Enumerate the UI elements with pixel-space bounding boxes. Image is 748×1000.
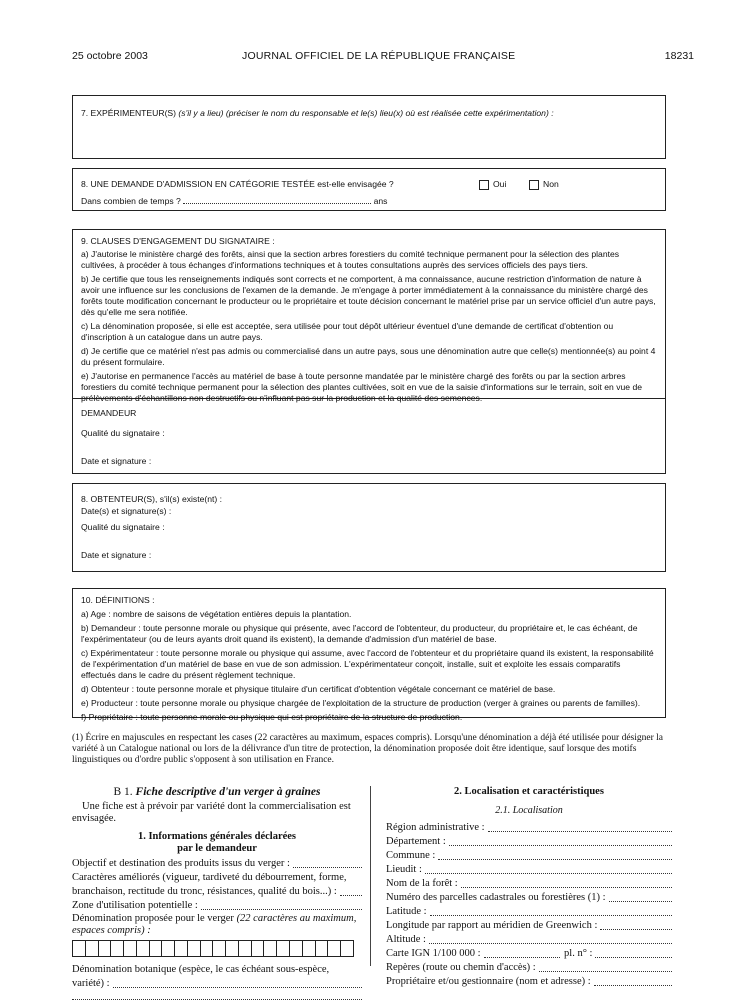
botanique-label: Dénomination botanique (espèce, le cas échéant sous-espèce,: [72, 964, 330, 975]
delay-field[interactable]: [183, 195, 371, 204]
latitude-field[interactable]: [430, 914, 672, 916]
pl-label: pl. n° :: [564, 948, 593, 959]
header-page-number: 18231: [664, 50, 694, 62]
obtenteur-qualite-label: Qualité du signataire :: [81, 522, 165, 532]
header-journal: JOURNAL OFFICIEL DE LA RÉPUBLIQUE FRANÇAISE: [242, 50, 516, 62]
longitude-field[interactable]: [600, 928, 672, 930]
clause-e: e) J'autorise en permanence l'accès au matériel de base à toute personne mandatée par le ministère chargé des forêts ou par la section arbres forestiers du comité technique permanent pour la sélection des plantes cultivées, soit en vue de la saisie d'informations sur le terrain, soit en vue de prélèvements d'échantillons non destructifs ou n'influant pas sur la production et la qualité des semences.: [81, 371, 643, 403]
section-1-heading: 1. Informations générales déclarées: [137, 831, 297, 842]
lieudit-field[interactable]: [425, 872, 672, 874]
altitude-label: Altitude :: [386, 934, 426, 945]
delay-unit: ans: [373, 196, 388, 206]
denomination-label: Dénomination proposée pour le verger: [72, 913, 234, 924]
definitions-title: 10. DÉFINITIONS :: [81, 595, 155, 605]
objectif-field[interactable]: [293, 866, 362, 868]
carte-ign-field[interactable]: [484, 956, 561, 958]
region-field[interactable]: [488, 830, 672, 832]
longitude-label: Longitude par rapport au méridien de Greenwich :: [386, 920, 598, 931]
header-date: 25 octobre 2003: [72, 50, 148, 62]
obtenteur-title: 8. OBTENTEUR(S), s'il(s) existe(nt) :: [81, 494, 223, 504]
carte-ign-label: Carte IGN 1/100 000 :: [386, 948, 481, 959]
oui-label: Oui: [493, 179, 507, 189]
lieudit-label: Lieudit :: [386, 864, 422, 875]
section-8-title: 8. UNE DEMANDE D'ADMISSION EN CATÉGORIE TESTÉE: [81, 179, 315, 189]
section-8-box: [72, 168, 666, 211]
b1-intro: Une fiche est à prévoir par variété dont la commercialisation est envisagée.: [72, 801, 351, 824]
definition-experimentateur: c) Expérimentateur : toute personne morale ou physique qui assume, avec l'accord de l'obtenteur et du propriétaire quand ils existent, la responsabilité de l'expérimentation d'un matériel de base en vue de son admission. L'expérimentateur conçoit, installe, suit et exploite les essais comparatifs effectués dans le cadre du présent règlement technique.: [81, 648, 654, 680]
non-label: Non: [543, 179, 559, 189]
section-9-title: 9. CLAUSES D'ENGAGEMENT DU SIGNATAIRE :: [81, 236, 275, 246]
column-separator: [370, 786, 372, 966]
section-7-note: (s'il y a lieu) (préciser le nom du responsable et le(s) lieu(x) où est réalisée cette expérimentation) :: [178, 108, 554, 118]
section-7-box: [72, 95, 666, 159]
clause-c: c) La dénomination proposée, si elle est acceptée, sera utilisée pour tout dépôt ultérieur éventuel d'une demande de certificat d'obtention ou d'inscription à un catalogue dans un autre pays.: [81, 321, 614, 342]
section-1-subheading: par le demandeur: [177, 843, 257, 854]
oui-checkbox[interactable]: [479, 180, 489, 190]
caracteres-label: Caractères améliorés (vigueur, tardiveté du débourrement, forme,: [72, 872, 347, 883]
denomination-hint: (22 caractères au maximum, espaces compris) :: [72, 913, 357, 936]
b1-title: Fiche descriptive d'un verger à graines: [135, 786, 321, 798]
region-label: Région administrative :: [386, 822, 485, 833]
latitude-label: Latitude :: [386, 906, 427, 917]
section-2-1-heading: 2.1. Localisation: [495, 805, 563, 816]
pl-field[interactable]: [595, 956, 672, 958]
obtenteur-box: [72, 483, 666, 572]
definition-demandeur: b) Demandeur : toute personne morale ou physique qui présente, avec l'accord de l'obtenteur, du producteur, du propriétaire et, le cas échéant, de l'expérimentateur (ou de leurs ayants droit quand ils existent), la demande d'admission d'un matériel de base.: [81, 623, 638, 644]
caracteres-field[interactable]: [340, 894, 362, 896]
definition-proprietaire: f) Propriétaire : toute personne morale ou physique qui est propriétaire de la structure de production.: [81, 712, 463, 722]
zone-label: Zone d'utilisation potentielle :: [72, 900, 198, 911]
reperes-label: Repères (route ou chemin d'accès) :: [386, 962, 536, 973]
demandeur-qualite-label: Qualité du signataire :: [81, 428, 165, 438]
commune-field[interactable]: [438, 858, 672, 860]
definition-obtenteur: d) Obtenteur : toute personne morale et physique titulaire d'un certificat d'obtention végétale concernant ce matériel de base.: [81, 684, 556, 694]
obtenteur-dates-label: Date(s) et signature(s) :: [81, 506, 172, 516]
definition-producteur: e) Producteur : toute personne morale ou physique chargée de l'exploitation de la structure de production (verger à graines ou parents de familles).: [81, 698, 641, 708]
demandeur-date-label: Date et signature :: [81, 456, 152, 466]
reperes-field[interactable]: [539, 970, 672, 972]
variete-label: variété) :: [72, 978, 110, 989]
departement-label: Département :: [386, 836, 446, 847]
definition-age: a) Age : nombre de saisons de végétation entières depuis la plantation.: [81, 609, 352, 619]
parcelles-field[interactable]: [609, 900, 672, 902]
departement-field[interactable]: [449, 844, 672, 846]
left-column: [72, 786, 362, 1000]
branchaison-label: branchaison, rectitude du tronc, résistances, qualité du bois...) :: [72, 886, 337, 897]
section-9-box: [72, 229, 666, 474]
botanique-field-2[interactable]: [72, 991, 362, 1000]
botanique-field[interactable]: [113, 986, 362, 988]
right-column: [386, 786, 672, 989]
zone-field[interactable]: [201, 908, 362, 910]
section-2-heading: 2. Localisation et caractéristiques: [454, 786, 604, 797]
section-8-question: est-elle envisagée ?: [317, 179, 394, 189]
clause-b: b) Je certifie que tous les renseignements indiqués sont corrects et ne comportent, à ma connaissance, aucune restriction d'information de nature à avoir une influence sur les conclusions de l'examen de la demande. Je m'engage à porter immédiatement à la connaissance du ministère chargé des forêts toute modification concernant le producteur ou le propriétaire et toute décision concernant le matériel prise par un service officiel d'un autre pays, dès qu'elle me sera notifiée.: [81, 274, 656, 317]
altitude-field[interactable]: [429, 942, 672, 944]
proprietaire-field[interactable]: [594, 984, 672, 986]
obtenteur-date-label: Date et signature :: [81, 550, 152, 560]
b1-number: B 1.: [113, 786, 133, 798]
delay-label: Dans combien de temps ?: [81, 196, 181, 206]
definitions-box: [72, 588, 666, 722]
footnote: (1) Écrire en majuscules en respectant les cases (22 caractères au maximum, espaces compris). Lorsqu'une dénomination a déjà été utilisée pour désigner la variété à un Catalogue national ou lors de la délivrance d'un titre de protection, la dénomination proposée doit être identique, sauf lorsque des motifs linguistiques ou d'ordre public s'opposent à son utilisation en France.: [72, 733, 664, 765]
parcelles-label: Numéro des parcelles cadastrales ou forestières (1) :: [386, 892, 606, 903]
foret-label: Nom de la forêt :: [386, 878, 458, 889]
section-7-title: 7. EXPÉRIMENTEUR(S): [81, 108, 177, 118]
clause-a: a) J'autorise le ministère chargé des forêts, ainsi que la section arbres forestiers du comité technique permanent pour la sélection des plantes cultivées, à procéder à tous échanges d'informations techniques et à toutes consultations auprès des services officiels des pays tiers.: [81, 249, 620, 270]
demandeur-label: DEMANDEUR: [81, 408, 137, 418]
foret-field[interactable]: [461, 886, 672, 888]
commune-label: Commune :: [386, 850, 436, 861]
objectif-label: Objectif et destination des produits issus du verger :: [72, 858, 290, 869]
proprietaire-label: Propriétaire et/ou gestionnaire (nom et adresse) :: [386, 976, 591, 987]
denomination-grid[interactable]: [72, 940, 354, 957]
clause-d: d) Je certifie que ce matériel n'est pas admis ou commercialisé dans un autre pays, sous une dénomination autre que celle(s) mentionnée(s) au point 4 du présent formulaire.: [81, 346, 656, 367]
divider: [73, 398, 665, 399]
non-checkbox[interactable]: [529, 180, 539, 190]
